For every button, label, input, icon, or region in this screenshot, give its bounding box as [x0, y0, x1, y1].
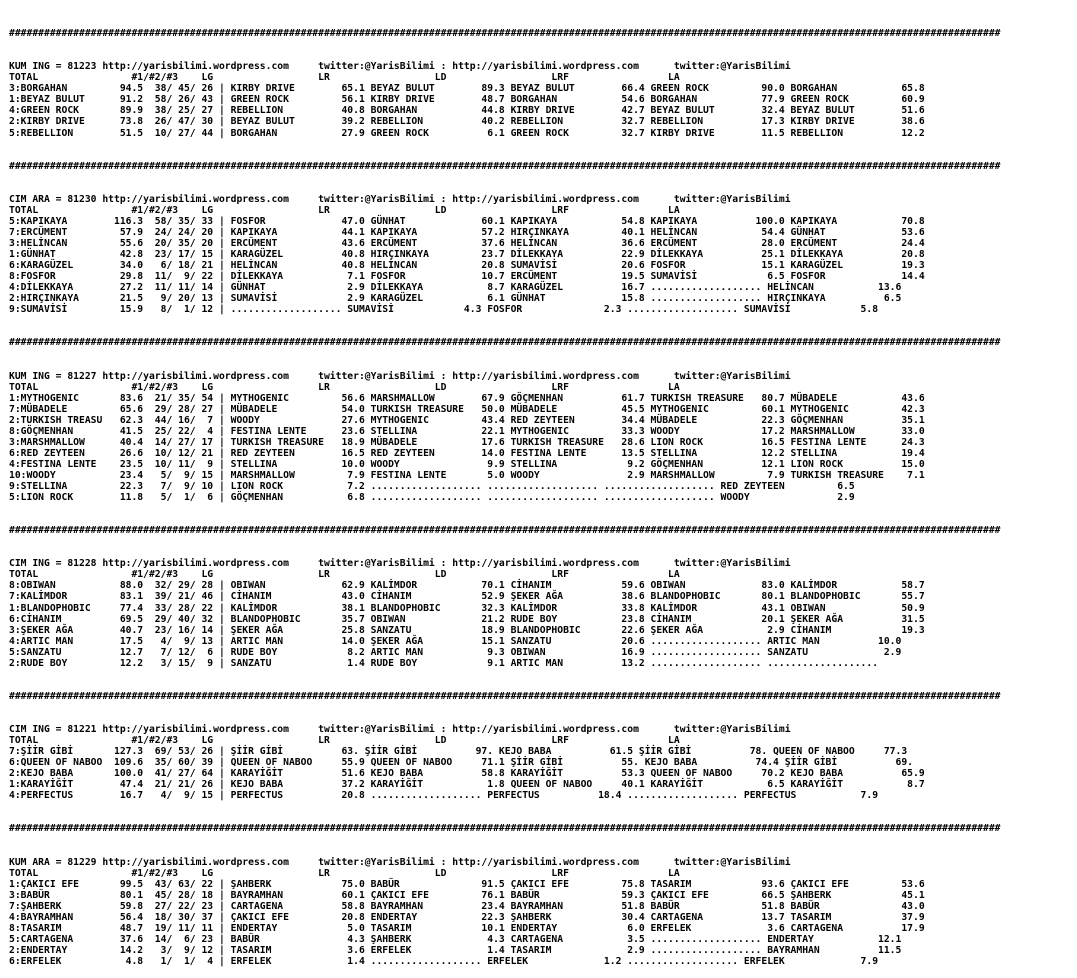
- column-header-line: TOTAL #1/#2/#3 LG LR LD LRF LA: [9, 381, 680, 393]
- separator-line: ##########################################################################################################################################################################: [9, 160, 1001, 172]
- result-row: 4:BAYRAMHAN 56.4 18/ 30/ 37 | ÇAKICI EFE 20.8 ENDERTAY 22.3 ŞAHBERK 30.4 CARTAGENA 13.7 TASARIM 37.9: [9, 911, 925, 923]
- column-header-line: TOTAL #1/#2/#3 LG LR LD LRF LA: [9, 569, 680, 581]
- result-row: 2:KIRBY DRIVE 73.8 26/ 47/ 30 | BEYAZ BULUT 39.2 REBELLION 40.2 REBELLION 32.7 REBELLION 17.3 KIRBY DRIVE 38.6: [9, 116, 925, 128]
- result-row: 5:LION ROCK 11.8 5/ 1/ 6 | GÖÇMENHAN 6.8 ................... ................... ................... WOODY 2.9: [9, 492, 855, 504]
- result-row: 8:OBIWAN 88.0 32/ 29/ 28 | OBIWAN 62.9 KALİMDOR 70.1 CİHANIM 59.6 OBIWAN 83.0 KALİMDOR 58.7: [9, 580, 925, 592]
- result-row: 6:ERFELEK 4.8 1/ 1/ 4 | ERFELEK 1.4 ................... ERFELEK 1.2 ................... ERFELEK 7.9: [9, 956, 879, 968]
- result-row: 2:KEJO BABA 100.0 41/ 27/ 64 | KARAYİĞİT 51.6 KEJO BABA 58.8 KARAYİĞİT 53.3 QUEEN OF NABOO 70.2 KEJO BABA 65.9: [9, 768, 925, 780]
- result-row: 9:SUMAVİSİ 15.9 8/ 1/ 12 | ................... SUMAVİSİ 4.3 FOSFOR 2.3 ................... SUMAVİSİ 5.8: [9, 304, 879, 316]
- result-row: 2:TURKISH TREASU 62.3 44/ 16/ 7 | WOODY 27.6 MYTHOGENIC 43.4 RED ZEYTEEN 34.4 MÜBADELE 22.3 GÖÇMENHAN 35.1: [9, 414, 925, 426]
- result-row: 6:KARAGÜZEL 34.0 6/ 18/ 21 | HELİNCAN 40.8 HELİNCAN 20.8 SUMAVİSİ 20.6 FOSFOR 15.1 KARAGÜZEL 19.3: [9, 260, 925, 272]
- result-row: 6:QUEEN OF NABOO 109.6 35/ 60/ 39 | QUEEN OF NABOO 55.9 QUEEN OF NABOO 71.1 ŞİİR GİBİ 55. KEJO BABA 74.4 ŞİİR GİBİ 69.: [9, 757, 914, 769]
- result-row: 3:BORGAHAN 94.5 38/ 45/ 26 | KIRBY DRIVE 65.1 BEYAZ BULUT 89.3 BEYAZ BULUT 66.4 GREEN ROCK 90.0 BORGAHAN 65.8: [9, 83, 925, 95]
- result-row: 3:ŞEKER AĞA 40.7 23/ 16/ 14 | ŞEKER AĞA 25.8 SANZATU 18.9 BLANDOPHOBIC 22.6 ŞEKER AĞA 2.9 CİHANIM 19.3: [9, 624, 925, 636]
- result-row: 3:HELİNCAN 55.6 20/ 35/ 20 | ERCÜMENT 43.6 ERCÜMENT 37.6 HELİNCAN 36.6 ERCÜMENT 28.0 ERCÜMENT 24.4: [9, 237, 925, 249]
- race-header-line: KUM ING = 81223 http://yarisbilimi.wordpress.com twitter:@YarisBilimi : http://yarisbilimi.wordpress.com twitter:@YarisBilimi: [9, 61, 791, 73]
- separator-line: ##########################################################################################################################################################################: [9, 337, 1001, 349]
- race-header-line: CIM ARA = 81230 http://yarisbilimi.wordpress.com twitter:@YarisBilimi : http://yarisbilimi.wordpress.com twitter:@YarisBilimi: [9, 193, 791, 205]
- result-row: 5:KAPIKAYA 116.3 58/ 35/ 33 | FOSFOR 47.0 GÜNHAT 60.1 KAPIKAYA 54.8 KAPIKAYA 100.0 KAPIKAYA 70.8: [9, 215, 925, 227]
- race-block: [9, 724, 1077, 801]
- result-row: 1:BEYAZ BULUT 91.2 58/ 26/ 43 | GREEN ROCK 56.1 KIRBY DRIVE 48.7 BORGAHAN 54.6 BORGAHAN 77.9 GREEN ROCK 60.9: [9, 94, 925, 106]
- column-header-line: TOTAL #1/#2/#3 LG LR LD LRF LA: [9, 204, 680, 216]
- race-header-line: CIM ING = 81221 http://yarisbilimi.wordpress.com twitter:@YarisBilimi : http://yarisbilimi.wordpress.com twitter:@YarisBilimi: [9, 724, 791, 736]
- result-row: 6:CİHANIM 69.5 29/ 40/ 32 | BLANDOPHOBIC 35.7 OBIWAN 21.2 RUDE BOY 23.8 CİHANIM 20.1 ŞEKER AĞA 31.5: [9, 613, 925, 625]
- separator-line: ##########################################################################################################################################################################: [9, 823, 1001, 835]
- result-row: 4:PERFECTUS 16.7 4/ 9/ 15 | PERFECTUS 20.8 ................... PERFECTUS 18.4 ................... PERFECTUS 7.9: [9, 790, 879, 802]
- result-row: 4:ARTIC MAN 17.5 4/ 9/ 13 | ARTIC MAN 14.0 ŞEKER AĞA 15.1 SANZATU 20.6 ................... ARTIC MAN 10.0: [9, 635, 902, 647]
- column-header-line: TOTAL #1/#2/#3 LG LR LD LRF LA: [9, 72, 680, 84]
- result-row: 10:WOODY 23.4 5/ 9/ 15 | MARSHMALLOW 7.9 FESTINA LENTE 5.0 WOODY 2.9 MARSHMALLOW 7.9 TURKISH TREASURE 7.1: [9, 469, 925, 481]
- separator-line: ##########################################################################################################################################################################: [9, 28, 1001, 40]
- race-block: [9, 371, 1077, 504]
- race-block: [9, 558, 1077, 668]
- race-block: [9, 194, 1077, 316]
- result-row: 7:ŞİİR GİBİ 127.3 69/ 53/ 26 | ŞİİR GİBİ 63. ŞİİR GİBİ 97. KEJO BABA 61.5 ŞİİR GİBİ 78. QUEEN OF NABOO 77.3: [9, 746, 908, 758]
- column-header-line: TOTAL #1/#2/#3 LG LR LD LRF LA: [9, 735, 680, 747]
- result-row: 1:BLANDOPHOBIC 77.4 33/ 28/ 22 | KALİMDOR 38.1 BLANDOPHOBIC 32.3 KALİMDOR 33.8 KALİMDOR 43.1 OBIWAN 50.9: [9, 602, 925, 614]
- race-header-line: KUM ING = 81227 http://yarisbilimi.wordpress.com twitter:@YarisBilimi : http://yarisbilimi.wordpress.com twitter:@YarisBilimi: [9, 370, 791, 382]
- result-row: 7:ERCÜMENT 57.9 24/ 24/ 20 | KAPIKAYA 44.1 KAPIKAYA 57.2 HIRÇINKAYA 40.1 HELİNCAN 54.4 GÜNHAT 53.6: [9, 226, 925, 238]
- race-header-line: KUM ARA = 81229 http://yarisbilimi.wordpress.com twitter:@YarisBilimi : http://yarisbilimi.wordpress.com twitter:@YarisBilimi: [9, 856, 791, 868]
- result-row: 5:SANZATU 12.7 7/ 12/ 6 | RUDE BOY 8.2 ARTIC MAN 9.3 OBIWAN 16.9 ................... SANZATU 2.9: [9, 646, 902, 658]
- result-row: 2:RUDE BOY 12.2 3/ 15/ 9 | SANZATU 1.4 RUDE BOY 9.1 ARTIC MAN 13.2 ................... ...................: [9, 657, 879, 669]
- result-row: 5:REBELLION 51.5 10/ 27/ 44 | BORGAHAN 27.9 GREEN ROCK 6.1 GREEN ROCK 32.7 KIRBY DRIVE 11.5 REBELLION 12.2: [9, 127, 925, 139]
- result-row: 4:DİLEKKAYA 27.2 11/ 11/ 14 | GÜNHAT 2.9 DİLEKKAYA 8.7 KARAGÜZEL 16.7 ................... HELİNCAN 13.6: [9, 282, 902, 294]
- result-row: 8:GÖÇMENHAN 41.5 25/ 22/ 4 | FESTINA LENTE 23.6 STELLINA 22.1 MYTHOGENIC 33.3 WOODY 17.2 MARSHMALLOW 33.0: [9, 425, 925, 437]
- result-row: 1:KARAYİĞİT 47.4 21/ 21/ 26 | KEJO BABA 37.2 KARAYİĞİT 1.8 QUEEN OF NABOO 40.1 KARAYİĞİT 6.5 KARAYİĞİT 8.7: [9, 779, 925, 791]
- result-row: 3:BABÜR 80.1 45/ 28/ 18 | BAYRAMHAN 60.1 ÇAKICI EFE 76.1 BABÜR 59.3 ÇAKICI EFE 66.5 ŞAHBERK 45.1: [9, 889, 925, 901]
- separator-line: ##########################################################################################################################################################################: [9, 690, 1001, 702]
- result-row: 1:GÜNHAT 42.8 23/ 17/ 15 | KARAGÜZEL 40.8 HIRÇINKAYA 23.7 DİLEKKAYA 22.9 DİLEKKAYA 25.1 DİLEKKAYA 20.8: [9, 249, 925, 261]
- result-row: 8:TASARIM 48.7 19/ 11/ 11 | ENDERTAY 5.0 TASARIM 10.1 ENDERTAY 6.0 ERFELEK 3.6 CARTAGENA 17.9: [9, 922, 925, 934]
- column-header-line: TOTAL #1/#2/#3 LG LR LD LRF LA: [9, 867, 680, 879]
- result-row: 4:FESTINA LENTE 23.5 10/ 11/ 9 | STELLINA 10.0 WOODY 9.9 STELLINA 9.2 GÖÇMENHAN 12.1 LION ROCK 15.0: [9, 458, 925, 470]
- result-row: 8:FOSFOR 29.8 11/ 9/ 22 | DİLEKKAYA 7.1 FOSFOR 10.7 ERCÜMENT 19.5 SUMAVİSİ 6.5 FOSFOR 14.4: [9, 271, 925, 283]
- result-row: 7:KALİMDOR 83.1 39/ 21/ 46 | CİHANIM 43.0 CİHANIM 52.9 ŞEKER AĞA 38.6 BLANDOPHOBIC 80.1 BLANDOPHOBIC 55.7: [9, 591, 925, 603]
- result-row: 2:HIRÇINKAYA 21.5 9/ 20/ 13 | SUMAVİSİ 2.9 KARAGÜZEL 6.1 GÜNHAT 15.8 ................... HIRÇINKAYA 6.5: [9, 293, 902, 305]
- result-row: 7:MÜBADELE 65.6 29/ 28/ 27 | MÜBADELE 54.0 TURKISH TREASURE 50.0 MÜBADELE 45.5 MYTHOGENIC 60.1 MYTHOGENIC 42.3: [9, 403, 925, 415]
- result-row: 4:GREEN ROCK 89.9 38/ 25/ 27 | REBELLION 40.8 BORGAHAN 44.8 KIRBY DRIVE 42.7 BEYAZ BULUT 32.4 BEYAZ BULUT 51.6: [9, 105, 925, 117]
- result-row: 3:MARSHMALLOW 40.4 14/ 27/ 17 | TURKISH TREASURE 18.9 MÜBADELE 17.6 TURKISH TREASURE 28.6 LION ROCK 16.5 FESTINA LENTE 24.3: [9, 436, 925, 448]
- race-block: [9, 857, 1077, 967]
- result-row: 2:ENDERTAY 14.2 3/ 9/ 12 | TASARIM 3.6 ERFELEK 1.4 TASARIM 2.9 ................... BAYRAMHAN 11.5: [9, 944, 902, 956]
- result-row: 1:MYTHOGENIC 83.6 21/ 35/ 54 | MYTHOGENIC 56.6 MARSHMALLOW 67.9 GÖÇMENHAN 61.7 TURKISH TREASURE 80.7 MÜBADELE 43.6: [9, 392, 925, 404]
- result-row: 9:STELLINA 22.3 7/ 9/ 10 | LION ROCK 7.2 ................... ................... ................... RED ZEYTEEN 6.5: [9, 481, 855, 493]
- result-row: 7:ŞAHBERK 59.8 27/ 22/ 23 | CARTAGENA 58.8 BAYRAMHAN 23.4 BAYRAMHAN 51.8 BABÜR 51.8 BABÜR 43.0: [9, 900, 925, 912]
- race-header-line: CIM ING = 81228 http://yarisbilimi.wordpress.com twitter:@YarisBilimi : http://yarisbilimi.wordpress.com twitter:@YarisBilimi: [9, 558, 791, 570]
- race-block: [9, 61, 1077, 138]
- result-row: 6:RED ZEYTEEN 26.6 10/ 12/ 21 | RED ZEYTEEN 16.5 RED ZEYTEEN 14.0 FESTINA LENTE 13.5 STELLINA 12.2 STELLINA 19.4: [9, 447, 925, 459]
- separator-line: ##########################################################################################################################################################################: [9, 525, 1001, 537]
- result-row: 5:CARTAGENA 37.6 14/ 6/ 23 | BABÜR 4.3 ŞAHBERK 4.3 CARTAGENA 3.5 ................... ENDERTAY 12.1: [9, 933, 902, 945]
- result-row: 1:ÇAKICI EFE 99.5 43/ 63/ 22 | ŞAHBERK 75.0 BABÜR 91.5 ÇAKICI EFE 75.8 TASARIM 93.6 ÇAKICI EFE 53.6: [9, 878, 925, 890]
